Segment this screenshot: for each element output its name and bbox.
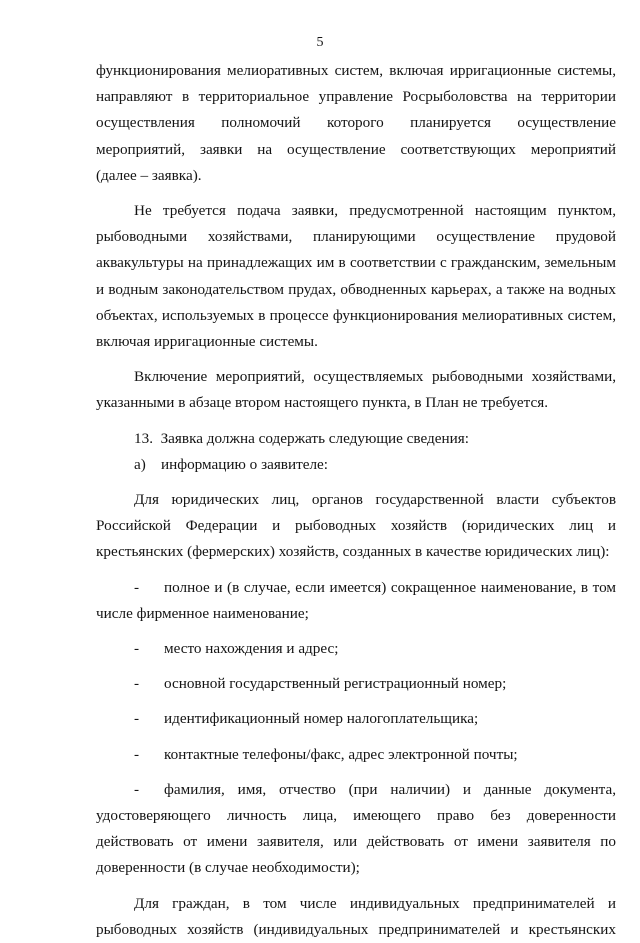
list-item — [96, 575, 616, 627]
list-item — [96, 706, 616, 732]
text-line: включая ирригационные системы. — [96, 333, 318, 351]
paragraph — [96, 58, 616, 189]
text-line: удостоверяющего личность лица, имеющего право без доверенности — [96, 807, 616, 825]
text-line: крестьянских (фермерских) хозяйств, созданных в качестве юридических лиц): — [96, 543, 610, 561]
text-line: действовать от имени заявителя, или действовать от имени заявителя по — [96, 833, 616, 851]
list-dash: - — [134, 675, 140, 693]
text-line: мероприятий, заявки на осуществление соответствующих мероприятий — [96, 140, 616, 158]
text-line: функционирования мелиоративных систем, включая ирригационные системы, — [96, 62, 616, 79]
list-item — [96, 636, 616, 662]
paragraph — [96, 364, 616, 416]
paragraph — [96, 426, 616, 452]
text-line: Для граждан, в том числе индивидуальных предпринимателей и — [134, 894, 616, 912]
text-line: числе фирменное наименование; — [96, 604, 309, 622]
text-line: Включение мероприятий, осуществляемых рыбоводными хозяйствами, — [134, 368, 616, 386]
list-dash: - — [134, 578, 140, 596]
text-line: указанными в абзаце втором настоящего пункта, в План не требуется. — [96, 394, 549, 412]
list-dash: - — [134, 640, 140, 658]
text-line: основной государственный регистрационный номер; — [164, 675, 507, 693]
text-line: Не требуется подача заявки, предусмотренной настоящим пунктом, — [134, 202, 616, 220]
text-line: рыбоводными хозяйствами, планирующими осуществление прудовой — [96, 228, 616, 246]
list-dash: - — [134, 745, 140, 763]
text-line: идентификационный номер налогоплательщика; — [164, 710, 479, 728]
list-dash: - — [134, 780, 140, 798]
text-line: Для юридических лиц, органов государственной власти субъектов — [134, 491, 616, 509]
paragraph — [96, 452, 616, 478]
text-line: (далее – заявка). — [96, 166, 202, 184]
list-item — [96, 742, 616, 768]
text-line: осуществления полномочий которого планируется осуществление — [96, 114, 616, 132]
text-line: Российской Федерации и рыбоводных хозяйств (юридических лиц и — [96, 517, 616, 535]
text-line: фамилия, имя, отчество (при наличии) и данные документа, — [164, 780, 616, 798]
text-line: а) информацию о заявителе: — [134, 455, 329, 473]
list-item — [96, 671, 616, 697]
paragraph — [96, 891, 616, 943]
paragraph — [96, 487, 616, 566]
text-line: контактные телефоны/факс, адрес электронной почты; — [164, 745, 518, 763]
page-number: 5 — [316, 35, 324, 50]
text-line: аквакультуры на принадлежащих им в соответствии с гражданским, земельным — [96, 254, 616, 272]
text-line: направляют в территориальное управление Росрыболовства на территории — [96, 88, 616, 106]
text-line: и водным законодательством прудах, обводненных карьерах, а также на водных — [96, 280, 616, 298]
text-line: доверенности (в случае необходимости); — [96, 859, 360, 877]
list-item — [96, 777, 616, 882]
text-line: рыбоводных хозяйств (индивидуальных предпринимателей и крестьянских — [96, 920, 616, 938]
text-line: полное и (в случае, если имеется) сокращенное наименование, в том — [164, 578, 616, 596]
list-dash: - — [134, 710, 140, 728]
text-line: место нахождения и адрес; — [164, 640, 339, 658]
text-line: объектах, используемых в процессе функционирования мелиоративных систем, — [96, 306, 616, 324]
text-line: 13. Заявка должна содержать следующие сведения: — [134, 429, 469, 447]
paragraph — [96, 198, 616, 355]
document-body — [96, 58, 616, 943]
